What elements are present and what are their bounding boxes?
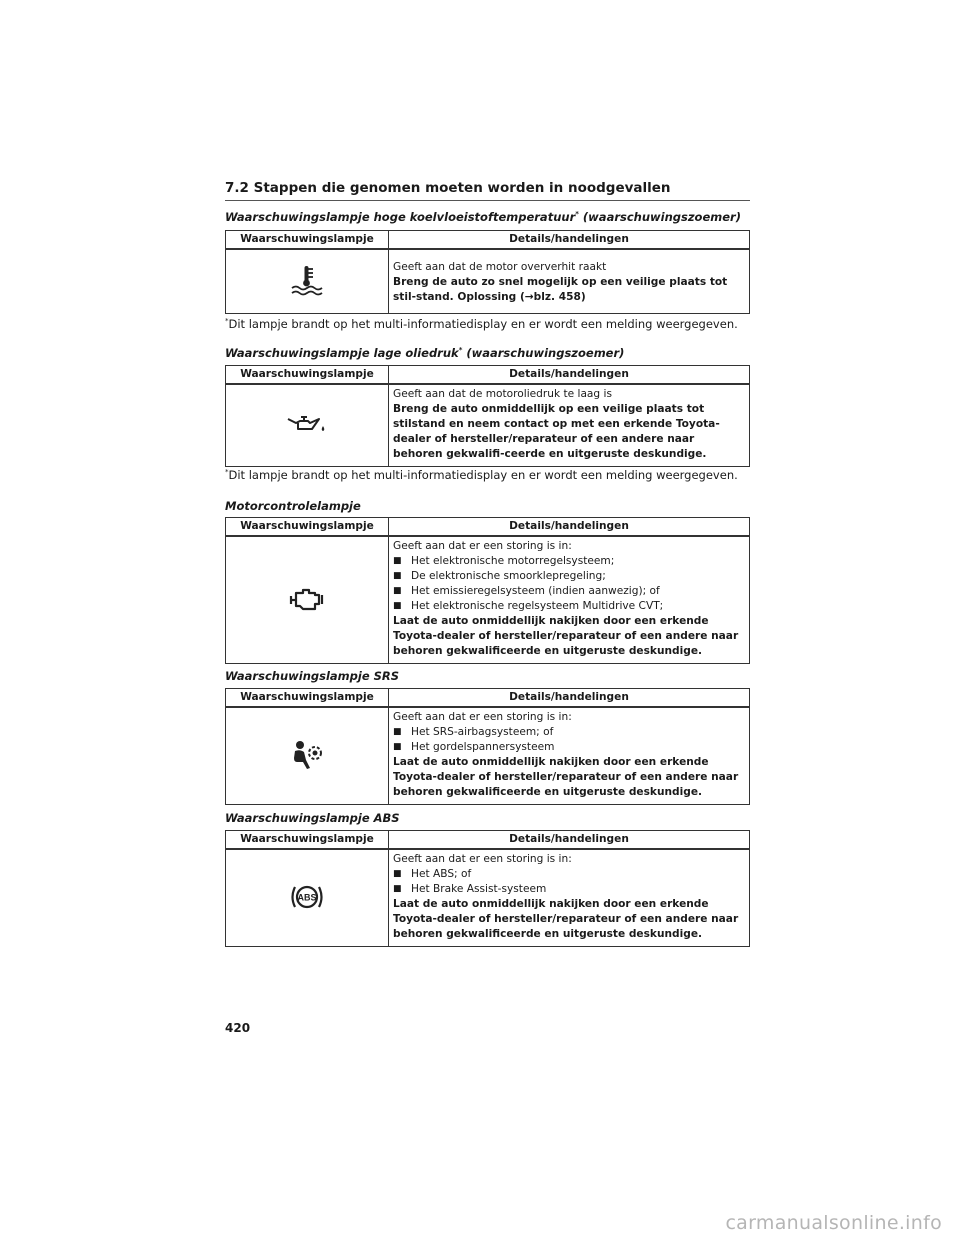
- list-item: ■ Het Brake Assist-systeem: [393, 883, 547, 895]
- abs-icon-text: ABS: [297, 892, 317, 903]
- icon-cell: [226, 249, 389, 313]
- details-cell: Geeft aan dat de motoroliedruk te laag is Breng de auto onmiddellijk op een veilige plaats tot stilstand en neem contact op met een erkende Toyota-dealer of hersteller/reparateur of een andere naar behoren gekwalifi-ceerde en uitgeruste deskundige.: [389, 384, 750, 467]
- coolant-footnote: *Dit lampje brandt op het multi-informatiedisplay en er wordt een melding weergegeven.: [225, 317, 738, 331]
- details-cell: Geeft aan dat er een storing is in: ■ Het elektronische motorregelsysteem; ■ De elektronische smoorklepregeling; ■ Het emissieregelsysteem (indien aanwezig); of ■ Het elektronische regelsysteem Multidrive CVT; Laat de auto onmiddellijk nakijken door een erkende Toyota-dealer of hersteller/reparateur of een andere naar behoren gekwalificeerde en uitgeruste deskundige.: [389, 536, 750, 664]
- coolant-section-title: Waarschuwingslampje hoge koelvloeistoftemperatuur* (waarschuwingszoemer): [225, 210, 741, 224]
- coolant-temperature-icon: [230, 264, 384, 296]
- column-header-details: Details/handelingen: [389, 831, 750, 850]
- details-cell: Geeft aan dat de motor oververhit raakt Breng de auto zo snel mogelijk op een veilige plaats tot stil-stand. Oplossing (→blz. 458): [389, 249, 750, 313]
- details-cell: Geeft aan dat er een storing is in: ■ Het SRS-airbagsysteem; of ■ Het gordelspannersysteem Laat de auto onmiddellijk nakijken door een erkende Toyota-dealer of hersteller/reparateur of een andere naar behoren gekwalificeerde en uitgeruste deskundige.: [389, 707, 750, 805]
- oil-footnote: *Dit lampje brandt op het multi-informatiedisplay en er wordt een melding weergegeven.: [225, 468, 738, 482]
- engine-section-title: Motorcontrolelampje: [225, 499, 361, 513]
- column-header-details: Details/handelingen: [389, 518, 750, 537]
- column-header-lamp: Waarschuwingslampje: [226, 689, 389, 708]
- column-header-lamp: Waarschuwingslampje: [226, 366, 389, 385]
- column-header-details: Details/handelingen: [389, 689, 750, 708]
- abs-section-title: Waarschuwingslampje ABS: [225, 811, 400, 825]
- list-item: ■ Het ABS; of: [393, 868, 472, 880]
- page-number: 420: [225, 1021, 251, 1035]
- oil-table: [225, 365, 750, 467]
- icon-cell: [226, 707, 389, 805]
- icon-cell: [226, 384, 389, 467]
- watermark: carmanualsonline.info: [725, 1212, 942, 1234]
- list-item: ■ Het gordelspannersysteem: [393, 741, 555, 753]
- oil-section-title: Waarschuwingslampje lage oliedruk* (waarschuwingszoemer): [225, 346, 625, 360]
- column-header-lamp: Waarschuwingslampje: [226, 831, 389, 850]
- list-item: ■ De elektronische smoorklepregeling;: [393, 570, 606, 582]
- column-header-lamp: Waarschuwingslampje: [226, 231, 389, 250]
- srs-table: [225, 688, 750, 805]
- engine-table: [225, 517, 750, 664]
- list-item: ■ Het elektronische regelsysteem Multidrive CVT;: [393, 600, 664, 612]
- column-header-details: Details/handelingen: [389, 231, 750, 250]
- abs-icon: [230, 882, 384, 912]
- srs-section-title: Waarschuwingslampje SRS: [225, 669, 400, 683]
- column-header-details: Details/handelingen: [389, 366, 750, 385]
- column-header-lamp: Waarschuwingslampje: [226, 518, 389, 537]
- oil-pressure-icon: [230, 414, 384, 436]
- icon-cell: [226, 536, 389, 664]
- icon-cell: [226, 849, 389, 947]
- abs-table: [225, 830, 750, 947]
- list-item: ■ Het SRS-airbagsysteem; of: [393, 726, 554, 738]
- check-engine-icon: [230, 586, 384, 612]
- srs-airbag-icon: [230, 740, 384, 770]
- list-item: ■ Het elektronische motorregelsysteem;: [393, 555, 615, 567]
- chapter-heading: 7.2 Stappen die genomen moeten worden in noodgevallen: [225, 180, 750, 201]
- details-cell: Geeft aan dat er een storing is in: ■ Het ABS; of ■ Het Brake Assist-systeem Laat de auto onmiddellijk nakijken door een erkende Toyota-dealer of hersteller/reparateur of een andere naar behoren gekwalificeerde en uitgeruste deskundige.: [389, 849, 750, 947]
- coolant-table: [225, 230, 750, 314]
- list-item: ■ Het emissieregelsysteem (indien aanwezig); of: [393, 585, 660, 597]
